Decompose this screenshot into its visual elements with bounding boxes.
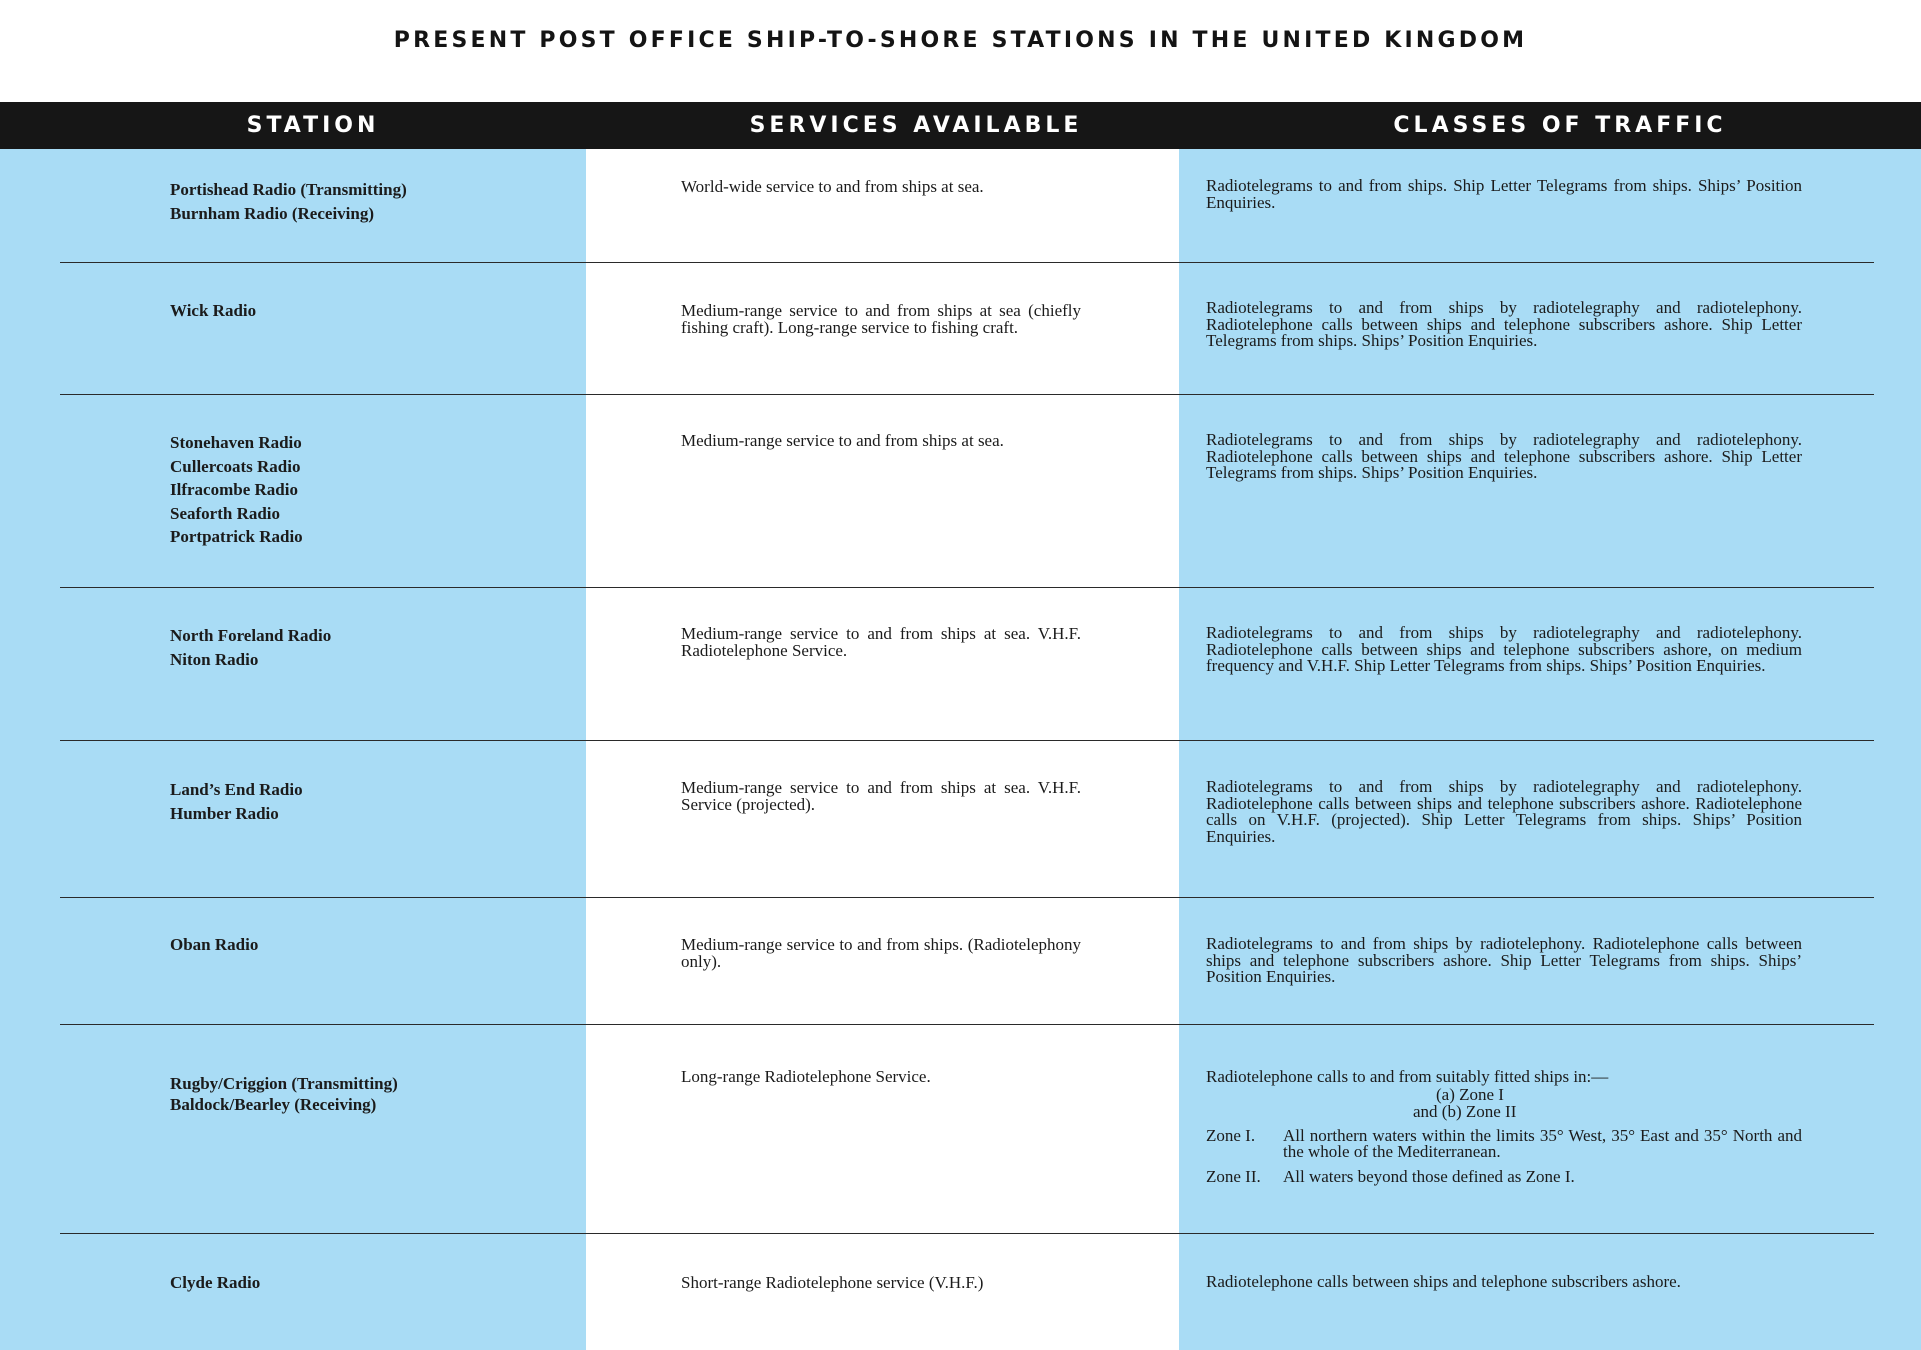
services-text: Short-range Radiotelephone service (V.H.F.) (681, 1273, 984, 1292)
station-name: Humber Radio (170, 803, 279, 823)
traffic-text: Radiotelegrams to and from ships by radiotelephony. Radiotelephone calls between ships and telephone subscribers ashore. Ship Letter Telegrams from ships. Ships’ Position Enquiries. (1206, 934, 1802, 986)
station-names (170, 933, 258, 957)
zone-definition (1206, 1166, 1802, 1186)
station-names (170, 1271, 260, 1295)
traffic-intro: Radiotelephone calls to and from suitably fitted ships in:— (1206, 1067, 1609, 1086)
station-name: Rugby/Criggion (Transmitting) (170, 1074, 398, 1093)
table-header (0, 102, 1921, 149)
traffic-text: Radiotelegrams to and from ships by radiotelegraphy and radiotelephony. Radiotelephone calls between ships and telephone subscribers ashore. Radiotelephone calls on V.H.F. (projected). Ship Letter Telegrams from ships. Ships’ Position Enquiries. (1206, 777, 1802, 846)
services-text: Medium-range service to and from ships at sea. (681, 431, 1004, 450)
zone-definition (1206, 1125, 1802, 1161)
station-name: Stonehaven Radio (170, 433, 302, 452)
station-name: Portishead Radio (Transmitting) (170, 180, 407, 199)
station-names (170, 778, 303, 825)
header-traffic: CLASSES OF TRAFFIC (1393, 113, 1727, 138)
services-text: Long-range Radiotelephone Service. (681, 1067, 931, 1086)
table-row (0, 148, 1921, 263)
zone-label: Zone I. (1206, 1125, 1256, 1145)
station-name: North Foreland Radio (170, 626, 332, 645)
station-name: Clyde Radio (170, 1273, 261, 1292)
station-names (170, 431, 303, 549)
table-row (0, 588, 1921, 740)
services-text: Medium-range service to and from ships at sea (chiefly fishing craft). Long-range service to fishing craft. (681, 301, 1081, 337)
station-names (170, 624, 331, 671)
zone-list-item: and (b) Zone II (1413, 1101, 1517, 1121)
zone-text: All northern waters within the limits 35° West, 35° East and 35° North and the whole of the Mediterranean. (1283, 1125, 1802, 1161)
station-name: Baldock/Bearley (Receiving) (170, 1094, 377, 1114)
traffic-text: Radiotelephone calls between ships and telephone subscribers ashore. (1206, 1272, 1681, 1291)
station-names (170, 1072, 398, 1116)
station-name: Seaforth Radio (170, 503, 281, 523)
traffic-text: Radiotelegrams to and from ships by radiotelegraphy and radiotelephony. Radiotelephone calls between ships and telephone subscribers ashore, on medium frequency and V.H.F. Ship Letter Telegrams from ships. Ships’ Position Enquiries. (1206, 623, 1802, 675)
zone-traffic-block (1206, 1069, 1802, 1185)
station-names (170, 178, 407, 225)
zone-label: Zone II. (1206, 1166, 1261, 1186)
station-name: Niton Radio (170, 649, 259, 669)
table-row (0, 395, 1921, 587)
station-name: Ilfracombe Radio (170, 480, 298, 499)
table-row (0, 263, 1921, 395)
traffic-text: Radiotelegrams to and from ships by radiotelegraphy and radiotelephony. Radiotelephone calls between ships and telephone subscribers ashore. Ship Letter Telegrams from ships. Ships’ Position Enquiries. (1206, 298, 1802, 350)
services-text: Medium-range service to and from ships at sea. V.H.F. Service (projected). (681, 778, 1081, 814)
table-row (0, 741, 1921, 896)
station-name: Oban Radio (170, 935, 259, 954)
station-name: Land’s End Radio (170, 780, 303, 799)
zone-list-item: (a) Zone I (1436, 1084, 1504, 1104)
header-services: SERVICES AVAILABLE (749, 113, 1083, 138)
services-text: Medium-range service to and from ships. (Radiotelephony only). (681, 935, 1081, 971)
station-names (170, 299, 256, 323)
table-row (0, 1025, 1921, 1233)
services-text: World-wide service to and from ships at sea. (681, 177, 984, 196)
traffic-text: Radiotelegrams to and from ships by radiotelegraphy and radiotelephony. Radiotelephone calls between ships and telephone subscribers ashore. Ship Letter Telegrams from ships. Ships’ Position Enquiries. (1206, 430, 1802, 482)
station-name: Cullercoats Radio (170, 456, 301, 476)
table-row (0, 1234, 1921, 1350)
header-station: STATION (246, 113, 380, 138)
page-title: PRESENT POST OFFICE SHIP-TO-SHORE STATIONS IN THE UNITED KINGDOM (393, 28, 1528, 53)
services-text: Medium-range service to and from ships at sea. V.H.F. Radiotelephone Service. (681, 624, 1081, 660)
traffic-text: Radiotelegrams to and from ships. Ship Letter Telegrams from ships. Ships’ Position Enquiries. (1206, 176, 1802, 212)
station-name: Portpatrick Radio (170, 527, 303, 546)
zone-text: All waters beyond those defined as Zone I. (1283, 1166, 1575, 1186)
station-name: Burnham Radio (Receiving) (170, 203, 374, 223)
station-name: Wick Radio (170, 301, 257, 320)
table-row (0, 898, 1921, 1024)
